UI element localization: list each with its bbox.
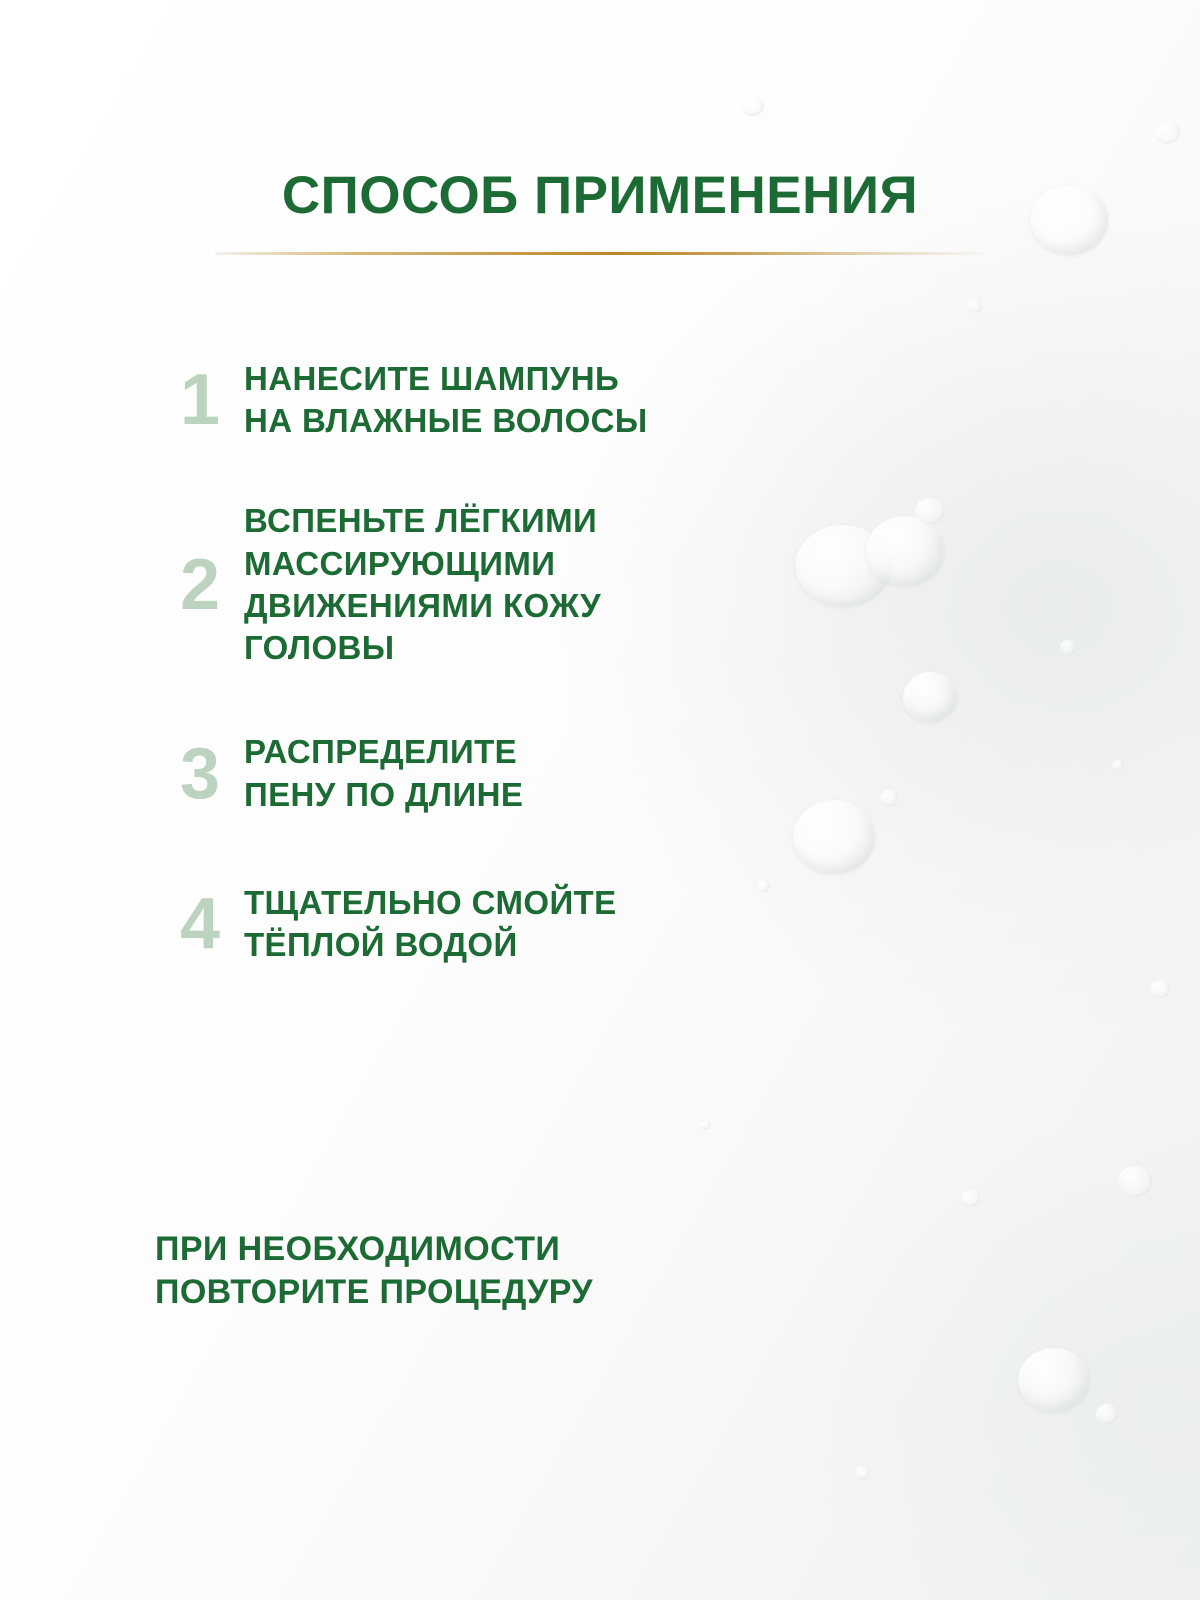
page-title: СПОСОБ ПРИМЕНЕНИЯ — [281, 166, 919, 225]
bubble-icon — [855, 1466, 870, 1480]
bubble-icon — [742, 96, 764, 116]
list-item — [172, 731, 872, 815]
bubble-icon — [880, 790, 898, 807]
page-header — [0, 168, 1200, 255]
step-text: ТЩАТЕЛЬНО СМОЙТЕ ТЁПЛОЙ ВОДОЙ — [244, 883, 617, 964]
list-item — [172, 882, 872, 966]
step-number: 2 — [180, 544, 221, 625]
step-text: НАНЕСИТЕ ШАМПУНЬ НА ВЛАЖНЫЕ ВОЛОСЫ — [244, 360, 648, 440]
bubble-icon — [700, 1120, 711, 1130]
bubble-icon — [915, 498, 945, 524]
step-text: ВСПЕНЬТЕ ЛЁГКИМИ МАССИРУЮЩИМИ ДВИЖЕНИЯМИ КОЖУ ГОЛОВЫ — [244, 502, 602, 667]
bubble-icon — [866, 516, 944, 586]
bubble-icon — [1118, 1166, 1152, 1197]
bubble-icon — [1154, 120, 1180, 144]
bubble-icon — [903, 672, 957, 722]
instruction-steps-list — [172, 358, 872, 966]
gold-divider — [215, 252, 985, 255]
bubble-icon — [1150, 980, 1170, 998]
step-number: 3 — [180, 733, 221, 814]
step-number: 1 — [180, 360, 221, 441]
repeat-procedure-note: ПРИ НЕОБХОДИМОСТИ ПОВТОРИТЕ ПРОЦЕДУРУ — [155, 1230, 593, 1311]
bubble-icon — [1112, 760, 1124, 771]
step-text: РАСПРЕДЕЛИТЕ ПЕНУ ПО ДЛИНЕ — [244, 733, 524, 813]
step-number: 4 — [180, 884, 221, 965]
bubble-icon — [1096, 1404, 1118, 1424]
list-item — [172, 500, 872, 669]
bubble-icon — [1018, 1348, 1090, 1412]
list-item — [172, 358, 872, 442]
bubble-icon — [1060, 640, 1076, 655]
bubble-icon — [968, 300, 982, 313]
bubble-icon — [962, 1190, 980, 1207]
